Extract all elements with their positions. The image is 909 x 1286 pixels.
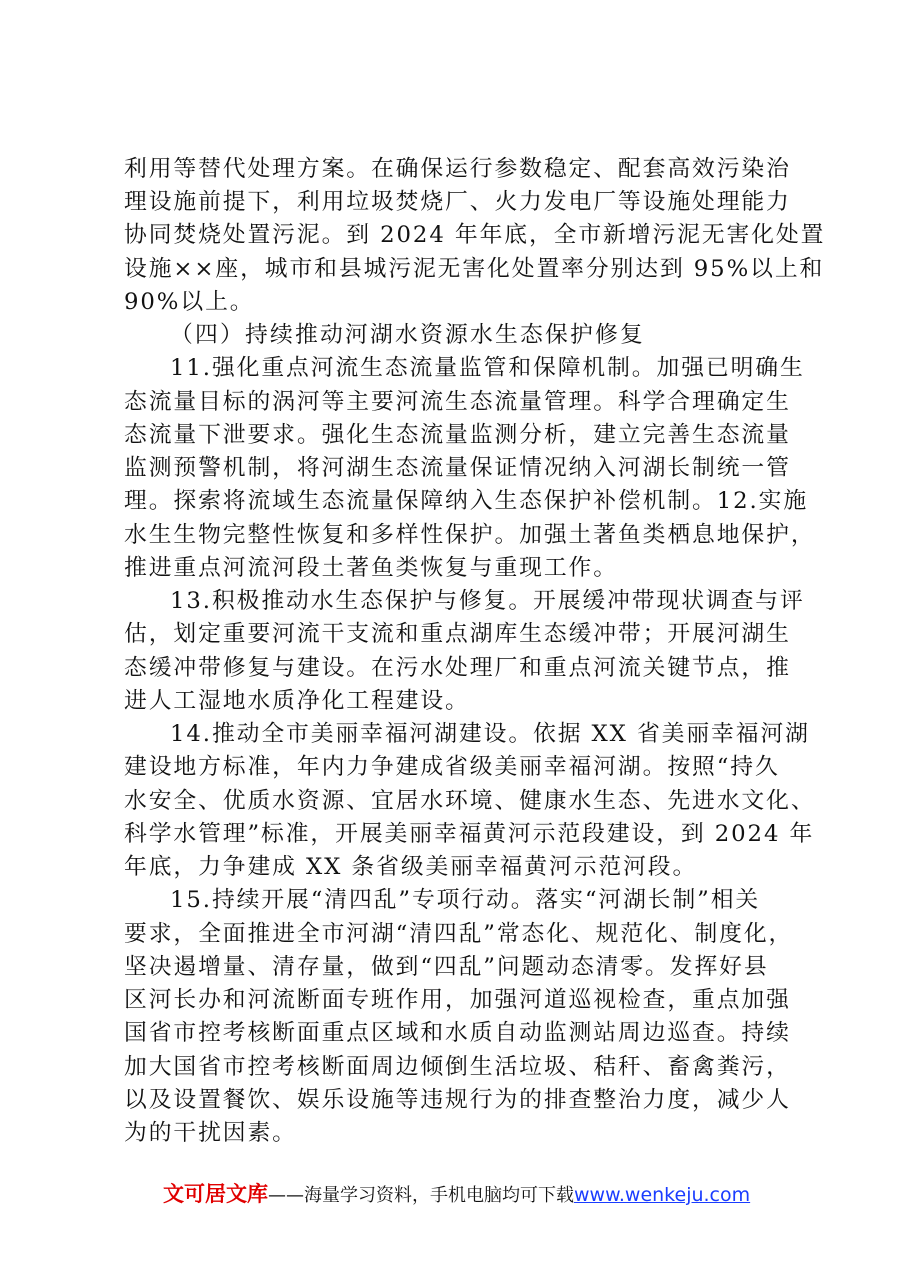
paragraph-line: 利用等替代处理方案。在确保运行参数稳定、配套高效污染治 [124,156,791,182]
paragraph-line: 年底，力争建成 XX 条省级美丽幸福黄河示范河段。 [124,854,698,880]
footer-brand: 文可居文库 [163,1182,268,1206]
paragraph-line: 坚决遏增量、清存量，做到“四乱”问题动态清零。发挥好县 [124,954,769,980]
paragraph-line: 水安全、优质水资源、宜居水环境、健康水生态、先进水文化、 [124,788,816,814]
paragraph-line: 建设地方标准，年内力争建成省级美丽幸福河湖。按照“持久 [124,754,780,780]
footer-tagline: ——海量学习资料，手机电脑均可下载 [268,1185,574,1206]
paragraph-line: 协同焚烧处置污泥。到 2024 年年底，全市新增污泥无害化处置 [124,222,826,248]
paragraph-line: 设施××座，城市和县城污泥无害化处置率分别达到 95%以上和 [124,256,825,282]
paragraph-line: 推进重点河流河段土著鱼类恢复与重现工作。 [124,555,618,581]
paragraph-line: 进人工湿地水质净化工程建设。 [124,688,470,714]
paragraph-line: 11.强化重点河流生态流量监管和保障机制。加强已明确生 [170,355,805,381]
paragraph-line: 为的干扰因素。 [124,1120,297,1146]
paragraph-line: 国省市控考核断面重点区域和水质自动监测站周边巡查。持续 [124,1020,791,1046]
paragraph-line: 加大国省市控考核断面周边倾倒生活垃圾、秸秆、畜禽粪污， [124,1054,791,1080]
paragraph-line: 态缓冲带修复与建设。在污水处理厂和重点河流关键节点，推 [124,655,791,681]
paragraph-line: 区河长办和河流断面专班作用，加强河道巡视检查，重点加强 [124,987,791,1013]
footer-website-link[interactable]: www.wenkeju.com [574,1184,751,1206]
paragraph-line: 14.推动全市美丽幸福河湖建设。依据 XX 省美丽幸福河湖 [170,721,810,747]
paragraph-line: 监测预警机制，将河湖生态流量保证情况纳入河湖长制统一管 [124,455,791,481]
paragraph-line: 态流量目标的涡河等主要河流生态流量管理。科学合理确定生 [124,389,791,415]
paragraph-line: 态流量下泄要求。强化生态流量监测分析，建立完善生态流量 [124,422,791,448]
paragraph-line: 90%以上。 [124,289,255,315]
footer-banner [163,1180,750,1210]
paragraph-line: 15.持续开展“清四乱”专项行动。落实“河湖长制”相关 [170,887,761,913]
paragraph-line: 要求，全面推进全市河湖“清四乱”常态化、规范化、制度化， [124,921,794,947]
paragraph-line: 估，划定重要河流干支流和重点湖库生态缓冲带；开展河湖生 [124,621,791,647]
paragraph-line: 以及设置餐饮、娱乐设施等违规行为的排查整治力度，减少人 [124,1087,791,1113]
paragraph-line: 理设施前提下，利用垃圾焚烧厂、火力发电厂等设施处理能力 [124,189,791,215]
paragraph-line: 水生生物完整性恢复和多样性保护。加强土著鱼类栖息地保护， [124,522,816,548]
paragraph-line: 13.积极推动水生态保护与修复。开展缓冲带现状调查与评 [170,588,805,614]
paragraph-line: 科学水管理”标准，开展美丽幸福黄河示范段建设，到 2024 年 [124,821,815,847]
paragraph-line: 理。探索将流域生态流量保障纳入生态保护补偿机制。12.实施 [124,488,809,514]
section-heading: （四）持续推动河湖水资源水生态保护修复 [170,322,645,348]
